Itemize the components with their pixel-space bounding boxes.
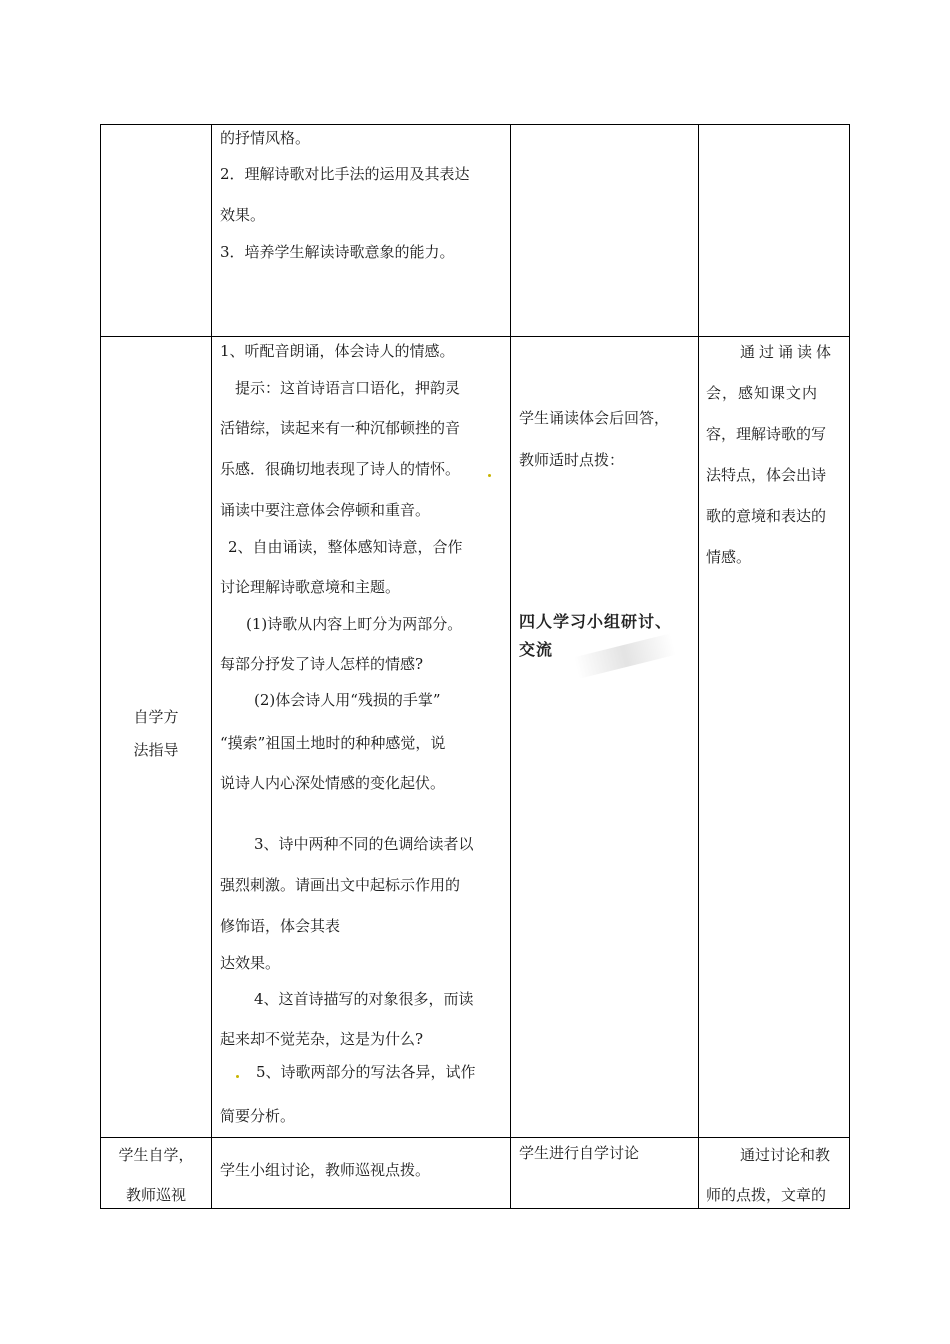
text-line: 效果。	[220, 206, 266, 224]
text-line: 活错综，读起来有一种沉郁顿挫的音	[220, 419, 461, 437]
text-line: 法特点，体会出诗	[706, 466, 827, 484]
column-border-right	[849, 124, 850, 1209]
row3-content-cell	[220, 0, 505, 1208]
text-line: 强烈刺激。请画出文中起标示作用的	[220, 876, 461, 894]
text-line: 情感。	[706, 548, 752, 566]
text-line: 4、这首诗描写的对象很多，而读	[254, 990, 474, 1008]
text-line: 诵读中要注意体会停顿和重音。	[220, 501, 431, 519]
text-line: 的抒情风格。	[220, 129, 311, 147]
text-line: 简要分析。	[220, 1107, 296, 1125]
column-border-3	[698, 124, 699, 1209]
text-line: (1)诗歌从内容上町分为两部分。	[246, 615, 463, 633]
text-line: 教师适时点拨：	[519, 451, 625, 469]
text-line: 会，感知课文内	[706, 384, 819, 402]
handwritten-note-line: 交流	[519, 640, 554, 659]
row3-section-label	[101, 0, 211, 1208]
label-line: 法指导	[133, 741, 179, 759]
text-line: 师的点拨，文章的	[706, 1186, 827, 1204]
column-border-2	[510, 124, 511, 1209]
label-line: 教师巡视	[125, 1186, 186, 1204]
text-line: 容，理解诗歌的写	[706, 425, 827, 443]
text-line: 每部分抒发了诗人怎样的情感?	[220, 655, 424, 673]
table-bottom-border	[100, 1208, 850, 1209]
text-line: 学生小组讨论，教师巡视点拨。	[220, 1161, 431, 1179]
text-line: 5、诗歌两部分的写法各异，试作	[256, 1063, 476, 1081]
text-line: 乐感．很确切地表现了诗人的情怀。	[220, 460, 461, 478]
text-line: 2、自由诵读，整体感知诗意，合作	[228, 538, 463, 556]
text-line: 提示：这首诗语言口语化，押韵灵	[235, 379, 461, 397]
text-line: 达效果。	[220, 954, 281, 972]
text-line: 通过诵读体	[740, 343, 836, 361]
row3-student-activity-cell	[519, 0, 694, 1208]
text-line: 起来却不觉芜杂，这是为什么?	[220, 1030, 424, 1048]
text-line: 3、诗中两种不同的色调给读者以	[254, 835, 474, 853]
text-line: 2．理解诗歌对比手法的运用及其表达	[220, 165, 470, 183]
text-line: 3．培养学生解读诗歌意象的能力。	[220, 243, 455, 261]
text-line: 学生进行自学讨论	[519, 1144, 640, 1162]
text-line: 说诗人内心深处情感的变化起伏。	[220, 774, 446, 792]
row3-design-intent-cell	[706, 0, 846, 1208]
text-line: 修饰语，体会其表	[220, 917, 341, 935]
handwritten-note-line: 四人学习小组研讨、	[519, 612, 673, 631]
text-line: 讨论理解诗歌意境和主题。	[220, 578, 401, 596]
text-line: 1、听配音朗诵，体会诗人的情感。	[220, 342, 455, 360]
text-line: “摸索”祖国土地时的种种感觉，说	[220, 734, 446, 752]
text-line: 学生诵读体会后回答，	[519, 409, 670, 427]
label-line: 学生自学，	[118, 1146, 194, 1164]
text-line: 歌的意境和表达的	[706, 507, 827, 525]
column-border-1	[211, 124, 212, 1209]
text-line: (2)体会诗人用“残损的手掌”	[254, 691, 441, 709]
text-line: 通过讨论和教	[740, 1146, 831, 1164]
label-line: 自学方	[133, 708, 179, 726]
